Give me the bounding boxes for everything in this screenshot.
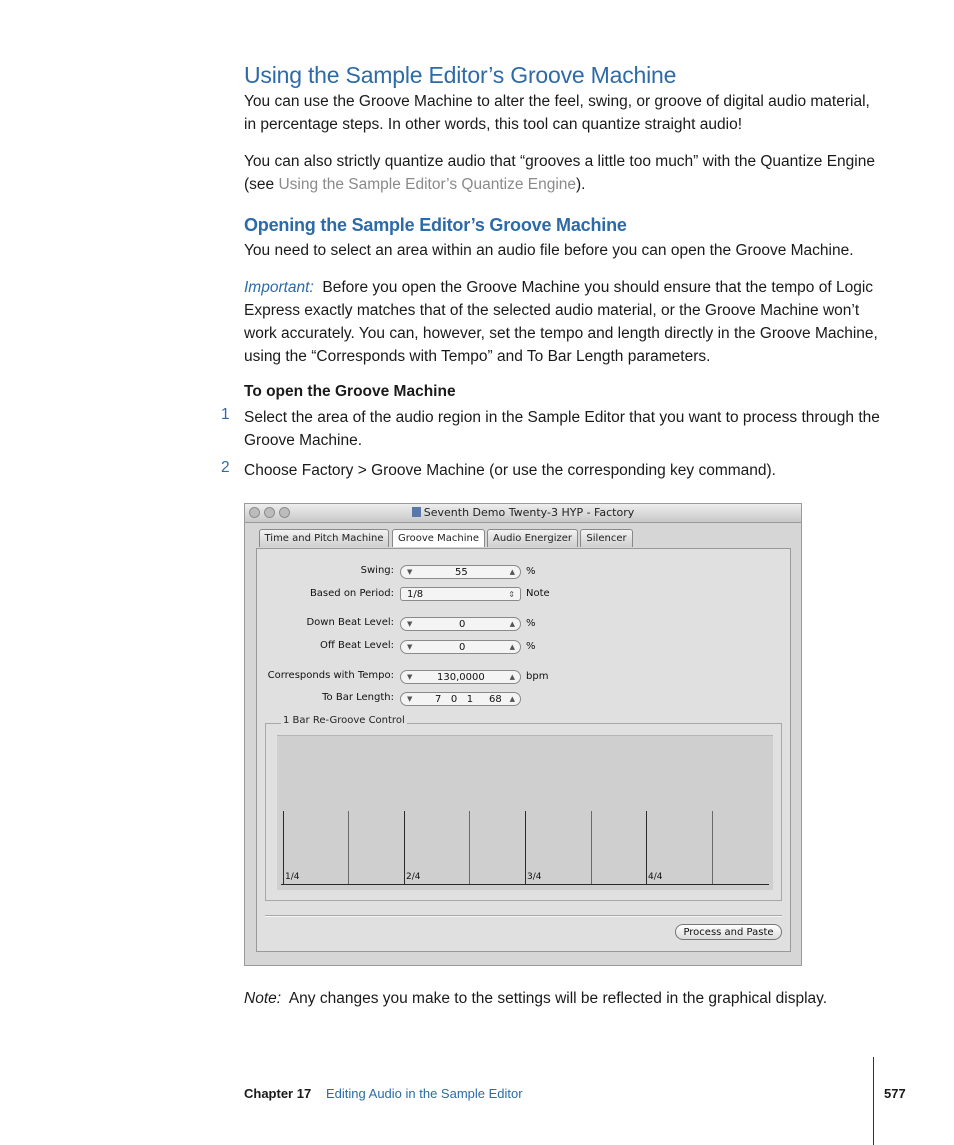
document-icon (412, 507, 421, 517)
important-text: Before you open the Groove Machine you should ensure that the tempo of Logic Express exactly matches that of the selected audio material, or the Groove Machine won’t work accurately. You can, however, set the tempo and length directly in the Groove Machine, using the “Corresponds with Tempo” and To Bar Length parameters. (244, 279, 878, 365)
updown-icon: ⇕ (508, 590, 515, 599)
regroove-graph[interactable] (277, 735, 773, 890)
step-text: Select the area of the audio region in the Sample Editor that you want to process through the Groove Machine. (244, 409, 880, 449)
decrement-icon[interactable]: ▼ (407, 673, 413, 681)
offbeat-line[interactable] (469, 811, 470, 885)
regroove-group-label: 1 Bar Re-Groove Control (283, 715, 405, 726)
down-beat-unit: % (526, 618, 536, 629)
intro-paragraph: You can use the Groove Machine to alter the feel, swing, or groove of digital audio material, in percentage steps. In other words, this tool can quantize straight audio! (244, 93, 870, 133)
footer-divider (873, 1057, 874, 1145)
task-heading: To open the Groove Machine (244, 383, 456, 400)
beat-label: 1/4 (285, 872, 300, 882)
tempo-unit: bpm (526, 671, 549, 682)
important-label: Important: (244, 279, 314, 296)
beat-line[interactable] (404, 811, 405, 885)
down-beat-field[interactable] (400, 617, 521, 631)
page-title: Using the Sample Editor’s Groove Machine (244, 62, 677, 88)
tempo-label: Corresponds with Tempo: (267, 670, 394, 681)
down-beat-value: 0 (459, 619, 466, 630)
important-note (244, 276, 884, 368)
groove-machine-panel (256, 548, 791, 952)
decrement-icon[interactable]: ▼ (407, 695, 413, 703)
swing-unit: % (526, 566, 536, 577)
swing-value: 55 (455, 567, 468, 578)
step-text: Choose Factory > Groove Machine (or use the corresponding key command). (244, 462, 776, 479)
decrement-icon[interactable]: ▼ (407, 568, 413, 576)
tempo-field[interactable] (400, 670, 521, 684)
offbeat-line[interactable] (348, 811, 349, 885)
tab-groove-machine[interactable]: Groove Machine (392, 529, 485, 547)
beat-label: 3/4 (527, 872, 542, 882)
decrement-icon[interactable]: ▼ (407, 643, 413, 651)
para2-end: ). (576, 176, 586, 193)
swing-label: Swing: (360, 565, 394, 576)
tab-time-and-pitch-machine[interactable]: Time and Pitch Machine (259, 529, 389, 547)
increment-icon[interactable]: ▲ (509, 673, 515, 681)
step-number: 2 (221, 459, 230, 476)
window-title-text: Seventh Demo Twenty-3 HYP - Factory (423, 506, 635, 519)
window-title (245, 506, 801, 519)
offbeat-line[interactable] (591, 811, 592, 885)
period-select[interactable] (400, 587, 521, 601)
period-value: 1/8 (407, 589, 424, 600)
page-number: 577 (884, 1086, 906, 1101)
footer-chapter: Chapter 17 (244, 1086, 312, 1101)
off-beat-label: Off Beat Level: (320, 640, 394, 651)
divider (265, 915, 782, 917)
beat-label: 2/4 (406, 872, 421, 882)
off-beat-value: 0 (459, 642, 466, 653)
select-area-paragraph: You need to select an area within an audio file before you can open the Groove Machine. (244, 242, 854, 259)
tempo-value: 130,0000 (437, 672, 485, 683)
quantize-engine-link[interactable]: Using the Sample Editor’s Quantize Engine (278, 176, 577, 193)
offbeat-line[interactable] (712, 811, 713, 885)
para2-text: You can also strictly quantize audio that “grooves a little too much” with the Quantize Engine (see (244, 153, 875, 193)
off-beat-field[interactable] (400, 640, 521, 654)
footer-chapter-title[interactable]: Editing Audio in the Sample Editor (326, 1086, 523, 1101)
quantize-paragraph (244, 150, 884, 196)
bar-length-label: To Bar Length: (322, 692, 394, 703)
period-unit: Note (526, 588, 550, 599)
period-label: Based on Period: (309, 588, 394, 599)
bar-length-value: 7 0 1 68 (435, 694, 502, 705)
increment-icon[interactable]: ▲ (509, 643, 515, 651)
tab-silencer[interactable]: Silencer (580, 529, 633, 547)
beat-line[interactable] (283, 811, 284, 885)
off-beat-unit: % (526, 641, 536, 652)
bar-length-field[interactable] (400, 692, 521, 706)
window-titlebar (245, 504, 801, 523)
increment-icon[interactable]: ▲ (509, 695, 515, 703)
beat-line[interactable] (646, 811, 647, 885)
beat-label: 4/4 (648, 872, 663, 882)
tab-audio-energizer[interactable]: Audio Energizer (487, 529, 578, 547)
decrement-icon[interactable]: ▼ (407, 620, 413, 628)
increment-icon[interactable]: ▲ (509, 620, 515, 628)
section-heading: Opening the Sample Editor’s Groove Machine (244, 215, 627, 235)
increment-icon[interactable]: ▲ (509, 568, 515, 576)
step-number: 1 (221, 406, 230, 423)
down-beat-label: Down Beat Level: (306, 617, 394, 628)
note (244, 987, 884, 1010)
process-and-paste-button[interactable]: Process and Paste (675, 924, 782, 940)
note-text: Any changes you make to the settings will be reflected in the graphical display. (288, 990, 828, 1007)
swing-field[interactable] (400, 565, 521, 579)
graph-baseline (281, 884, 769, 885)
groove-machine-window (244, 503, 802, 966)
note-label: Note: (244, 990, 282, 1007)
beat-line[interactable] (525, 811, 526, 885)
